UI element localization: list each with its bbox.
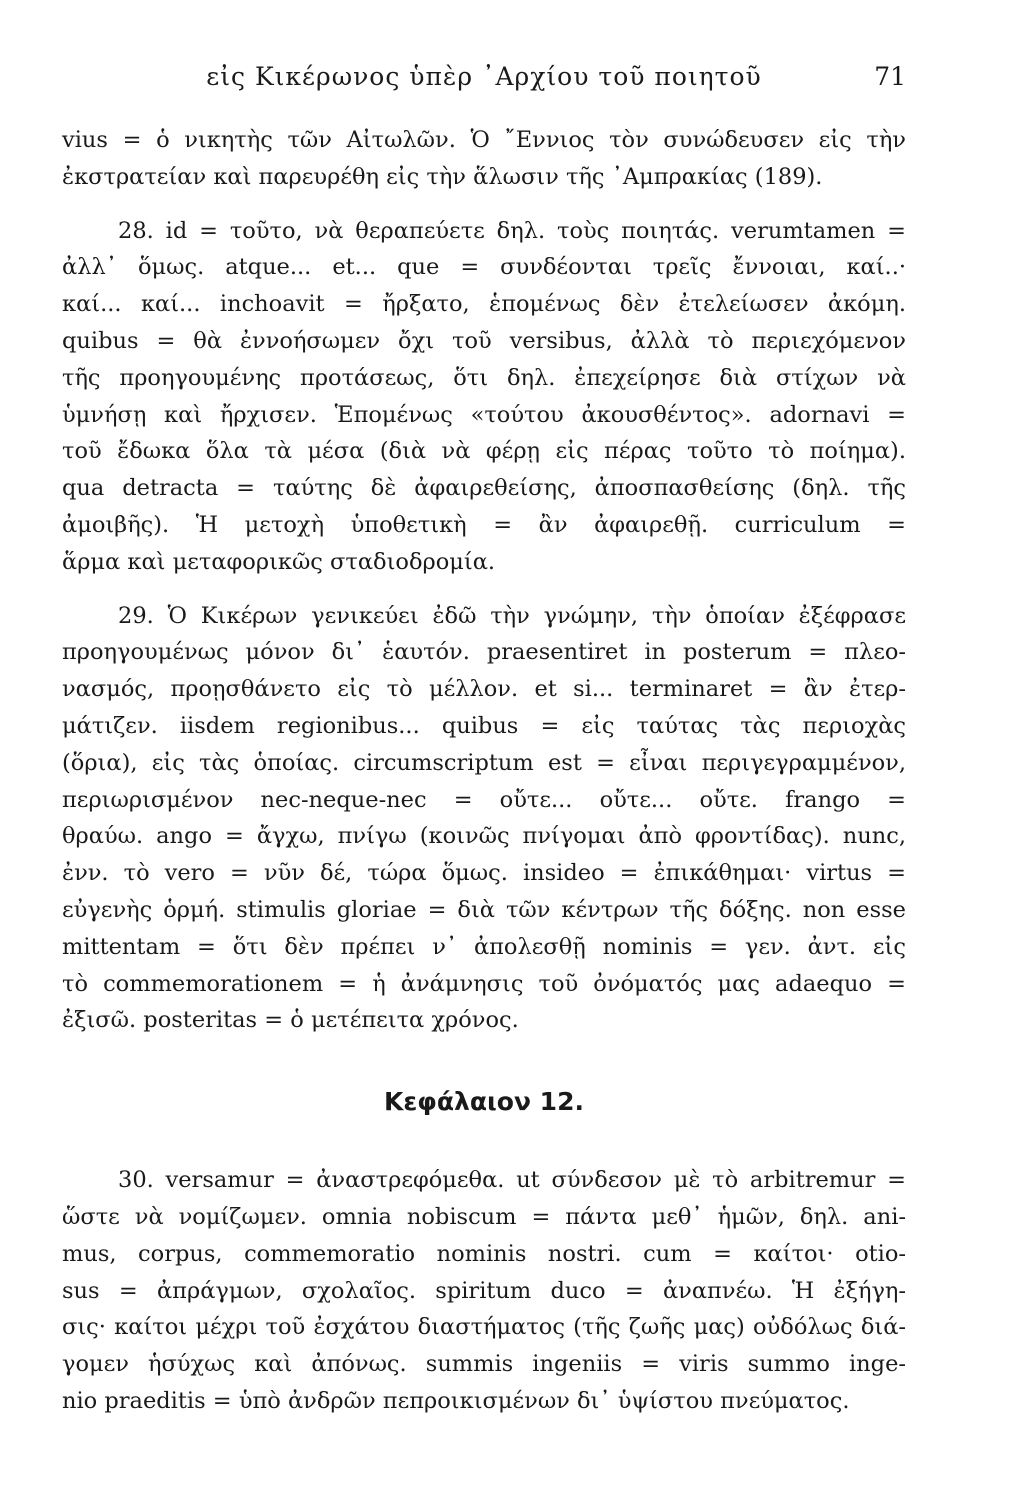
text-line: καί... καί... inchoavit = ἤρξατο, ἑπομένως δὲν ἐτελείωσεν ἀκόμη. — [62, 291, 906, 318]
text-line: qua detracta = ταύτης δὲ ἀφαιρεθείσης, ἀποσπασθείσης (δηλ. τῆς — [62, 475, 906, 502]
text-line: nio praeditis = ὑπὸ ἀνδρῶν πεπροικισμένων δι᾿ ὑψίστου πνεύματος. — [62, 1387, 850, 1414]
text-line: ἐξισῶ. posteritas = ὁ μετέπειτα χρόνος. — [62, 1007, 519, 1034]
text-line: προηγουμένως μόνον δι᾿ ἑαυτόν. praesentiret in posterum = πλεο- — [62, 639, 906, 666]
text-line: τὸ commemorationem = ἡ ἀνάμνησις τοῦ ὀνόματός μας adaequo = — [62, 970, 906, 997]
paragraph-30 — [62, 1162, 906, 1420]
text-line: ὥστε νὰ νομίζωμεν. omnia nobiscum = πάντα μεθ᾿ ἡμῶν, δηλ. ani- — [62, 1203, 906, 1230]
text-line: 30. versamur = ἀναστρεφόμεθα. ut σύνδεσον μὲ τὸ arbitremur = — [118, 1167, 906, 1194]
text-line: γομεν ἡσύχως καὶ ἀπόνως. summis ingeniis = viris summo inge- — [62, 1351, 906, 1378]
text-line: ἐκστρατείαν καὶ παρευρέθη εἰς τὴν ἅλωσιν τῆς ᾿Αμπρακίας (189). — [62, 163, 823, 190]
running-title: εἰς Κικέρωνος ὑπὲρ ᾿Αρχίου τοῦ ποιητοῦ — [206, 62, 762, 91]
text-line: sus = ἀπράγμων, σχολαῖος. spiritum duco = ἀναπνέω. Ἡ ἐξήγη- — [62, 1277, 906, 1304]
page-header — [62, 62, 906, 102]
text-line: quibus = θὰ ἐννοήσωμεν ὄχι τοῦ versibus, ἀλλὰ τὸ περιεχόμενον — [62, 327, 906, 354]
paragraph-29 — [62, 598, 906, 1040]
page-number: 71 — [874, 62, 906, 91]
text-line: (ὅρια), εἰς τὰς ὁποίας. circumscriptum est = εἶναι περιγεγραμμένον, — [62, 749, 906, 776]
text-line: εὐγενὴς ὁρμή. stimulis gloriae = διὰ τῶν κέντρων τῆς δόξης. non esse — [62, 896, 906, 923]
page-body — [62, 122, 906, 1420]
text-line: mittentam = ὅτι δὲν πρέπει ν᾿ ἀπολεσθῇ nominis = γεν. ἀντ. εἰς — [62, 933, 906, 960]
text-line: mus, corpus, commemoratio nominis nostri. cum = καίτοι· otio- — [62, 1240, 906, 1267]
text-line: ἅρμα καὶ μεταφορικῶς σταδιοδρομία. — [62, 548, 496, 575]
text-line: ἀμοιβῆς). Ἡ μετοχὴ ὑποθετικὴ = ἂν ἀφαιρεθῇ. curriculum = — [62, 511, 906, 538]
text-line: μάτιζεν. iisdem regionibus... quibus = εἰς ταύτας τὰς περιοχὰς — [62, 712, 906, 739]
text-line: 29. Ὁ Κικέρων γενικεύει ἐδῶ τὴν γνώμην, τὴν ὁποίαν ἐξέφρασε — [118, 602, 906, 629]
paragraph-28 — [62, 213, 906, 581]
text-line: σις· καίτοι μέχρι τοῦ ἐσχάτου διαστήματος (τῆς ζωῆς μας) οὐδόλως διά- — [62, 1314, 906, 1341]
paragraph-27-continuation — [62, 122, 906, 196]
text-line: 28. id = τοῦτο, νὰ θεραπεύετε δηλ. τοὺς ποιητάς. verumtamen = — [118, 217, 906, 244]
text-line: νασμός, προῃσθάνετο εἰς τὸ μέλλον. et si... terminaret = ἂν ἐτερ- — [62, 676, 906, 703]
text-line: τοῦ ἔδωκα ὅλα τὰ μέσα (διὰ νὰ φέρῃ εἰς πέρας τοῦτο τὸ ποίημα). — [62, 438, 906, 465]
text-line: ἐνν. τὸ vero = νῦν δέ, τώρα ὅμως. insideo = ἐπικάθημαι· virtus = — [62, 860, 906, 887]
text-line: περιωρισμένον nec-neque-nec = οὔτε... οὔτε... οὔτε. frango = — [62, 786, 906, 813]
text-line: ἀλλ᾿ ὅμως. atque... et... que = συνδέονται τρεῖς ἔννοιαι, καί..· — [62, 254, 906, 281]
text-line: vius = ὁ νικητὴς τῶν Αἰτωλῶν. Ὁ ῎Εννιος τὸν συνώδευσεν εἰς τὴν — [62, 127, 906, 153]
text-line: τῆς προηγουμένης προτάσεως, ὅτι δηλ. ἐπεχείρησε διὰ στίχων νὰ — [62, 364, 906, 391]
chapter-heading: Κεφάλαιον 12. — [384, 1087, 584, 1117]
text-line: θραύω. ango = ἄγχω, πνίγω (κοινῶς πνίγομαι ἀπὸ φροντίδας). nunc, — [62, 823, 906, 850]
text-line: ὑμνήσῃ καὶ ἤρχισεν. Ἑπομένως «τούτου ἀκουσθέντος». adornavi = — [62, 401, 906, 428]
